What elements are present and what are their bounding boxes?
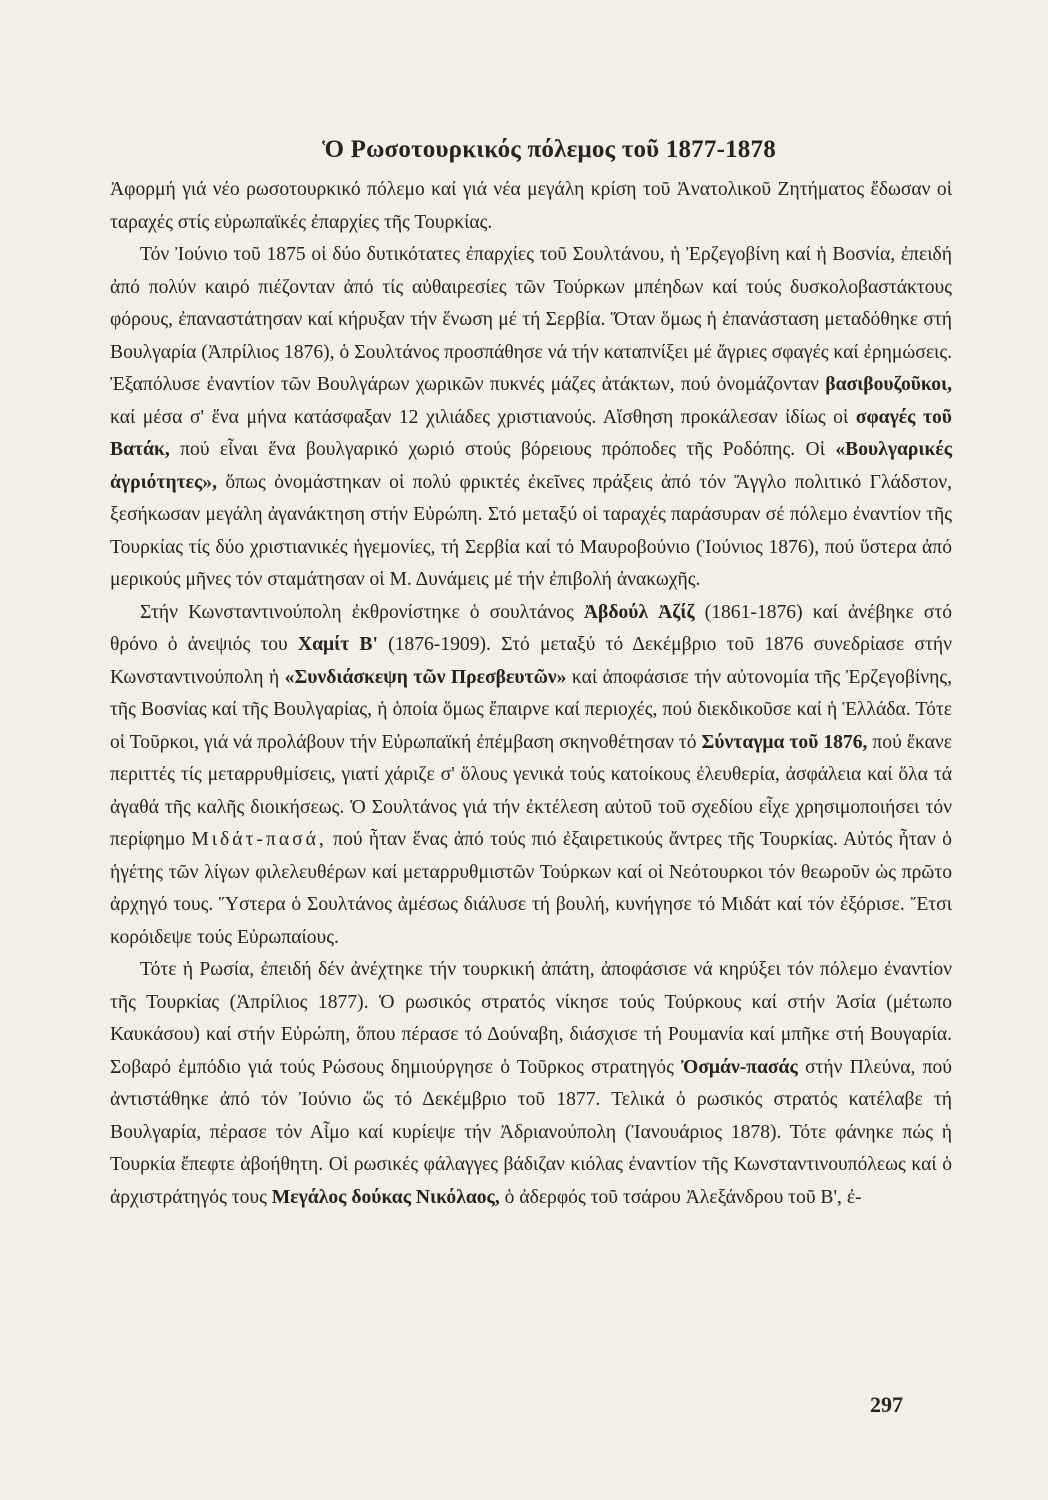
bold-term-constitution-1876: Σύνταγμα τοῦ 1876,: [701, 731, 868, 753]
bold-term-bashibazouks: βασιβουζοῦκοι,: [825, 374, 953, 395]
paragraph-4-text-1: Τότε ἡ Ρωσία, ἐπειδή δέν ἀνέχτηκε τήν τουρκική ἀπάτη, ἀποφάσισε νά κηρύξει τόν πόλεμο ἐναντίον τῆς Τουρκίας (Ἀπρίλιος 1877). Ὁ ρωσικός στρατός νίκησε τούς Τούρκους καί στήν Ἀσία (μέτωπο Καυκάσου) καί στήν Εὐρώπη, ὅπου πέρασε τό Δούναβη, διάσχισε τή Ρουμανία καί μπῆκε στή Βουγαρία. Σοβαρό ἐμπόδιο γιά τούς Ρώσους δημιούργησε ὁ Τοῦρκος στρατηγός: [110, 959, 952, 1078]
paragraph-3: [110, 597, 952, 955]
paragraph-1-text: Ἀφορμή γιά νέο ρωσοτουρκικό πόλεμο καί γιά νέα μεγάλη κρίση τοῦ Ἀνατολικοῦ Ζητήματος ἔδωσαν οἱ ταραχές στίς εὐρωπαϊκές ἐπαρχίες τῆς Τουρκίας.: [110, 179, 952, 233]
bold-term-batak-massacres: σφαγές τοῦ Βατάκ,: [110, 406, 952, 460]
paragraph-3-text-6: πού ἦταν ἕνας ἀπό τούς πιό ἐξαιρετικούς ἄντρες τῆς Τουρκίας. Αὐτός ἦταν ὁ ἡγέτης τῶν λίγων φιλελευθέρων καί μεταρρυθμιστῶν Τούρκων καί οἱ Νεότουρκοι τόν θεωροῦν ὡς πρῶτο ἀρχηγό τους. Ὕστερα ὁ Σουλτάνος ἀμέσως διάλυσε τή βουλή, κυνήγησε τό Μιδάτ καί τόν ἐξόρισε. Ἔτσι κορόιδεψε τούς Εὐρωπαίους.: [110, 829, 952, 948]
paragraph-3-text-2: (1861-1876) καί ἀνέβηκε στό θρόνο ὁ ἀνεψιός του: [110, 601, 953, 655]
paragraph-3-text-3: (1876-1909). Στό μεταξύ τό Δεκέμβριο τοῦ 1876 συνεδρίασε στήν Κωνσταντινούπολη ἡ: [110, 634, 952, 688]
bold-term-grand-duke-nicholas: Μεγάλος δούκας Νικόλαος,: [271, 1186, 500, 1208]
paragraph-2-text-2: καί μέσα σ' ἕνα μήνα κατάσφαξαν 12 χιλιάδες χριστιανούς. Αἴσθηση προκάλεσαν ἰδίως οἱ: [110, 406, 849, 428]
paragraph-3-text-5: πού ἔκανε περιττές τίς μεταρρυθμίσεις, γιατί χάριζε σ' ὅλους γενικά τούς κατοίκους ἐλευθερία, ἀσφάλεια καί ὅλα τά ἀγαθά τῆς καλῆς διοικήσεως. Ὁ Σουλτάνος γιά τήν ἐκτέλεση αὐτοῦ τοῦ σχεδίου εἶχε χρησιμοποιήσει τόν περίφημο: [110, 731, 953, 850]
spaced-term-midhat-pasha: Μιδάτ-πασά,: [191, 829, 327, 850]
paragraph-2-text-1: Τόν Ἰούνιο τοῦ 1875 οἱ δύο δυτικότατες ἐπαρχίες τοῦ Σουλτάνου, ἡ Ἐρζεγοβίνη καί ἡ Βοσνία, ἐπειδή ἀπό πολύν καιρό πιέζονταν ἀπό τίς αὐθαιρεσίες τῶν Τούρκων μπέηδων καί τούς δυσκολοβαστάκτους φόρους, ἐπαναστάτησαν καί κήρυξαν τήν ἕνωση μέ τή Σερβία. Ὅταν ὅμως ἡ ἐπανάσταση μεταδόθηκε στή Βουλγαρία (Ἀπρίλιος 1876), ὁ Σουλτάνος προσπάθησε νά τήν καταπνίξει μέ ἄγριες σφαγές καί ἐρημώσεις. Ἐξαπόλυσε ἐναντίον τῶν Βουλγάρων χωρικῶν πυκνές μάζες ἀτάκτων, πού ὀνομάζονταν: [110, 244, 952, 395]
chapter-title: Ὁ Ρωσοτουρκικός πόλεμος τοῦ 1877-1878: [322, 136, 776, 163]
paragraph-4-text-2: στήν Πλεύνα, πού ἀντιστάθηκε ἀπό τόν Ἰούνιο ὥς τό Δεκέμβριο τοῦ 1877. Τελικά ὁ ρωσικός στρατός κατέλαβε τή Βουλγαρία, πέρασε τόν Αἷμο καί κυρίεψε τήν Ἀδριανούπολη (Ἰανουάριος 1878). Τότε φάνηκε πώς ἡ Τουρκία ἔπεφτε ἀβοήθητη. Οἱ ρωσικές φάλαγγες βάδιζαν κιόλας ἐναντίον τῆς Κωνσταντινουπόλεως καί ὁ ἀρχιστράτηγός τους: [110, 1056, 952, 1208]
paragraph-2-text-3: πού εἶναι ἕνα βουλγαρικό χωριό στούς βόρειους πρόποδες τῆς Ροδόπης. Οἱ: [180, 439, 825, 460]
bold-term-ambassadors-conference: «Συνδιάσκεψη τῶν Πρεσβευτῶν»: [284, 666, 567, 688]
bold-term-hamid-ii: Χαμίτ Β': [297, 634, 378, 655]
paragraph-2: [110, 239, 952, 597]
bold-term-osman-pasha: Ὀσμάν-πασάς: [681, 1056, 798, 1078]
paragraph-1: [110, 174, 952, 239]
paragraph-3-text-1: Στήν Κωνσταντινούπολη ἐκθρονίστηκε ὁ σουλτάνος: [140, 601, 574, 623]
paragraph-4: [110, 954, 952, 1214]
bold-term-abdul-aziz: Ἀβδούλ Ἀζίζ: [583, 601, 695, 623]
paragraph-2-text-4: ὅπως ὀνομάστηκαν οἱ πολύ φρικτές ἐκεῖνες πράξεις ἀπό τόν Ἄγγλο πολιτικό Γλάδστον, ξεσήκωσαν μεγάλη ἀγανάκτηση στήν Εὐρώπη. Στό μεταξύ οἱ ταραχές παράσυραν σέ πόλεμο ἐναντίον τῆς Τουρκίας τίς δύο χριστιανικές ἡγεμονίες, τή Σερβία καί τό Μαυροβούνιο (Ἰούνιος 1876), πού ὕστερα ἀπό μερικούς μῆνες τόν σταμάτησαν οἱ Μ. Δυνάμεις μέ τήν ἐπιβολή ἀνακωχῆς.: [110, 471, 952, 590]
bold-term-bulgarian-atrocities: «Βουλγαρικές ἀγριότητες»,: [110, 439, 952, 493]
document-page: [110, 136, 952, 1214]
paragraph-3-text-4: καί ἀποφάσισε τήν αὐτονομία τῆς Ἐρζεγοβίνης, τῆς Βοσνίας καί τῆς Βουλγαρίας, ἡ ὁποία ὅμως ἔπαιρνε καί περιοχές, πού διεκδικοῦσε καί ἡ Ἑλλάδα. Τότε οἱ Τοῦρκοι, γιά νά προλάβουν τήν Εὐρωπαϊκή ἐπέμβαση σκηνοθέτησαν τό: [110, 666, 952, 753]
paragraph-4-text-3: ὁ ἀδερφός τοῦ τσάρου Ἀλεξάνδρου τοῦ Β', ἐ-: [504, 1186, 862, 1208]
page-number: 297: [870, 1392, 903, 1417]
